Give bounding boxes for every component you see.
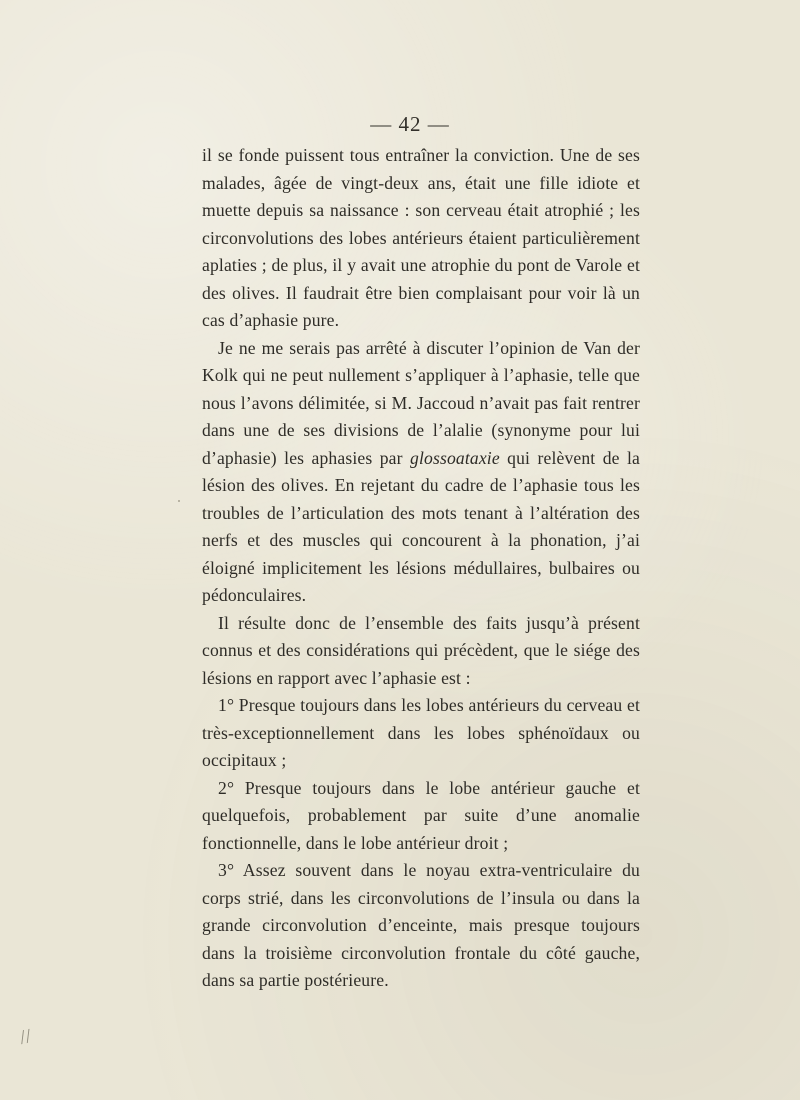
paragraph-text-segment: qui relèvent de la lésion des olives. En rejetant du cadre de l’aphasie tous les troubles de l’articulation des mots tenant à l’altération des nerfs et des muscles qui concourent à la phonation, j’ai éloigné implicitement les lésions médullaires, bulbaires ou pédonculaires. [202, 447, 640, 605]
pencil-mark: // [17, 1025, 34, 1049]
paragraph-text-segment: Je ne me serais pas arrêté à discuter l’opinion de Van der Kolk qui ne peut nullement s’appliquer à l’aphasie, telle que nous l’avons délimitée, si M. Jaccoud n’avait pas fait rentrer dans une de ses divisions de l’alalie (synonyme pour lui d’aphasie) les aphasies par [202, 337, 640, 468]
body-text [202, 142, 640, 995]
paragraph-continuation: il se fonde puissent tous entraîner la conviction. Une de ses malades, âgée de vingt-deux ans, était une fille idiote et muette depuis sa naissance : son cerveau était atrophié ; les circonvolutions des lobes antérieurs étaient particulièrement aplaties ; de plus, il y avait une atrophie du pont de Varole et des olives. Il faudrait être bien complaisant pour voir là un cas d’aphasie pure. [202, 145, 640, 330]
paragraph-van-der-kolk [202, 335, 640, 610]
ink-speck [178, 500, 180, 502]
paragraph-conclusion-intro: Il résulte donc de l’ensemble des faits jusqu’à présent connus et des considérations qui précèdent, que le siége des lésions en rapport avec l’aphasie est : [202, 612, 640, 688]
list-item-1: 1° Presque toujours dans les lobes antérieurs du cerveau et très-exceptionnellement dans les lobes sphénoïdaux ou occipitaux ; [202, 695, 640, 770]
page-number: — 42 — [370, 112, 450, 136]
italic-term-glossoataxie: glossoataxie [410, 447, 500, 468]
list-item-3: 3° Assez souvent dans le noyau extra-ventriculaire du corps strié, dans les circonvolutions de l’insula ou dans la grande circonvolution d’enceinte, mais presque toujours dans la troisième circonvolution frontale du côté gauche, dans sa partie postérieure. [202, 860, 640, 990]
list-item-2: 2° Presque toujours dans le lobe antérieur gauche et quelquefois, probablement par suite d’une anomalie fonctionnelle, dans le lobe antérieur droit ; [202, 777, 640, 853]
